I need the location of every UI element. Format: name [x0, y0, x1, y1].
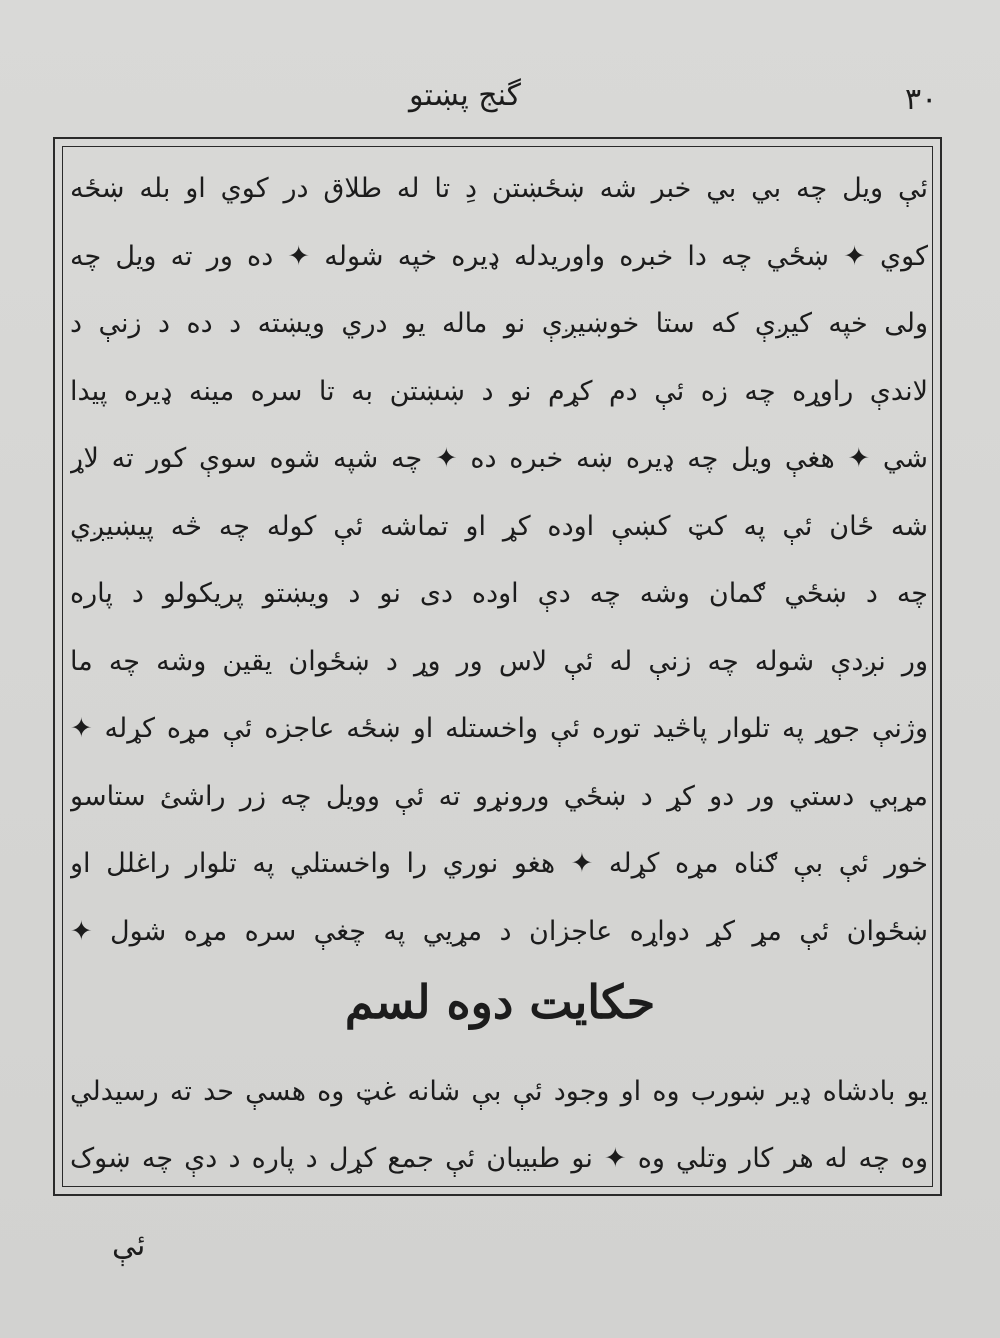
- text-line: ور نږدې شوله چه زنې له ئې لاس ور وړ د ښځوان یقین وشه چه ما: [70, 645, 928, 677]
- section-heading: حکایت دوه لسم: [344, 975, 656, 1029]
- text-line: وژنې جوړ په تلوار پاڅید توره ئې واخستله او ښځه عاجزه ئې مړه کړله ✦: [70, 713, 928, 744]
- text-line: ولی خپه کیږې که ستا خوښیږې نو ماله یو دري ویښته د ده د زنې د: [70, 308, 928, 339]
- text-line: خور ئې بې ګناه مړه کړله ✦ هغو نوري را واخستلي په تلوار راغلل او: [70, 848, 928, 879]
- page-number: ۳۰: [905, 82, 938, 117]
- text-line: یو بادشاه ډیر ښورب وه او وجود ئې بې شانه غټ وه هسې حد ته رسیدلي: [70, 1076, 928, 1107]
- text-line: شه ځان ئې په کټ کښې اوده کړ او تماشه ئې کوله چه څه پیښیږي: [70, 510, 928, 542]
- text-line: مړېي دستي ور دو کړ د ښځي ورونړو ته ئې وویل چه زر راشئ ستاسو: [70, 780, 928, 812]
- story-text: [70, 155, 928, 965]
- running-title: گنج پښتو: [409, 78, 521, 113]
- text-line: شي ✦ هغې ویل چه ډیره ښه خبره ده ✦ چه شپه شوه سوې کور ته لاړ: [70, 443, 928, 474]
- text-line: چه د ښځي ګمان وشه چه دې اوده دی نو د ویښتو پریکولو د پاره: [70, 578, 928, 609]
- text-line: ښځوان ئې مړ کړ دواړه عاجزان د مړیي په چغې سره مړه شول ✦: [70, 915, 928, 947]
- text-line: لاندې راوړه چه زه ئې دم کړم نو د ښښتن به تا سره مینه ډیره پیدا: [70, 375, 928, 407]
- text-line: کوي ✦ ښځي چه دا خبره واوریدله ډیره خپه شوله ✦ ده ور ته ویل چه: [70, 240, 928, 272]
- section-text: [70, 1058, 928, 1192]
- catchword: ئې: [112, 1228, 146, 1263]
- text-line: وه چه له هر کار وتلي وه ✦ نو طبیبان ئې جمع کړل د پاره د دې چه ښوک: [70, 1143, 928, 1174]
- text-line: ئې ویل چه بي بي خبر شه ښځښتن دِ تا له طلاق در کوي او بله ښځه: [70, 173, 928, 204]
